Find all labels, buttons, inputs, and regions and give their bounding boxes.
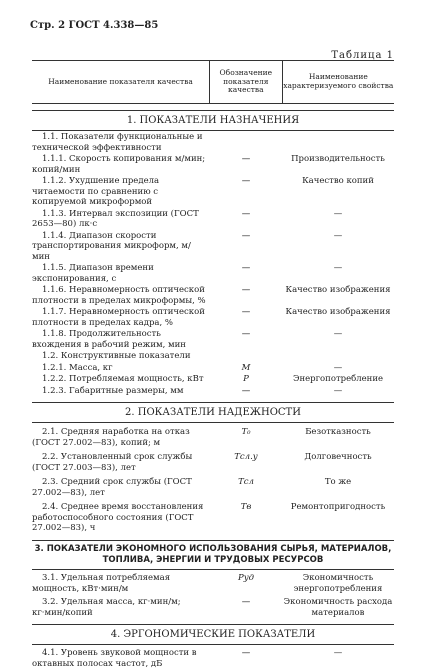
table-row (32, 231, 394, 263)
table-row (32, 307, 394, 328)
section-title: 1. ПОКАЗАТЕЛИ НАЗНАЧЕНИЯ (32, 110, 394, 131)
table-title: Таблица 1 (331, 50, 394, 61)
section-rows (32, 427, 394, 534)
section-title: 3. ПОКАЗАТЕЛИ ЭКОНОМНОГО ИСПОЛЬЗОВАНИЯ СЫРЬЯ, МАТЕРИАЛОВ, ТОПЛИВА, ЭНЕРГИИ И ТРУДОВЫХ РЕСУРСОВ (32, 540, 394, 571)
row-name: 1.1.8. Продолжительность вхождения в рабочий режим, мин (32, 329, 186, 350)
row-symbol (210, 351, 282, 362)
table-row (32, 154, 394, 175)
table-row (32, 329, 394, 350)
row-name: 1.1.2. Ухудшение предела читаемости по сравнению с копируемой микроформой (32, 176, 160, 207)
row-symbol: P (243, 374, 249, 384)
section-rows (32, 132, 394, 396)
table-row (32, 386, 394, 397)
row-name: 1.2.1. Масса, кг (42, 362, 113, 373)
table-row (32, 477, 394, 498)
row-property: Качество изображения (285, 285, 391, 295)
row-property: Экономичность энергопотребления (293, 573, 383, 594)
quality-table (32, 60, 394, 669)
section-rows (32, 573, 394, 618)
row-name: 1.1.4. Диапазон скорости транспортирования микроформ, м/мин (32, 230, 191, 262)
row-property: Энергопотребление (292, 374, 384, 384)
table-row (32, 363, 394, 374)
row-name: 2.1. Средняя наработка на отказ (ГОСТ 27.002—83), копий; м (32, 427, 190, 448)
row-symbol: Tв (240, 502, 252, 512)
row-symbol (210, 132, 282, 153)
table-row (32, 176, 394, 208)
row-property: — (333, 263, 343, 273)
table-row (32, 132, 394, 153)
row-property: Безотказность (305, 427, 371, 437)
row-name: 1.1.3. Интервал экспозиции (ГОСТ 2653—80) лк·с (32, 208, 199, 229)
row-name: 1.1.1. Скорость копирования м/мин; копий/мин (32, 154, 206, 175)
row-name: 1.2. Конструктивные показатели (42, 351, 191, 361)
table-row (32, 351, 394, 362)
row-symbol: T₀ (241, 427, 251, 437)
row-symbol: — (241, 597, 251, 608)
row-name: 1.1. Показатели функциональные и технической эффективности (32, 132, 203, 153)
row-property: — (333, 362, 343, 373)
column-header-symbol: Обозначение показателя качества (209, 61, 283, 103)
row-symbol: — (241, 648, 251, 659)
row-name: 1.1.5. Диапазон времени экспонирования, с (32, 263, 154, 284)
row-property: Долговечность (304, 452, 372, 462)
table-row (32, 209, 394, 230)
row-name: 1.1.6. Неравномерность оптической плотности в пределах микроформы, % (32, 285, 206, 306)
row-property (282, 132, 394, 153)
row-property: Экономичность расхода материалов (283, 597, 393, 618)
row-name: 3.2. Удельная масса, кг·мин/м; кг·мин/копий (32, 597, 181, 618)
row-symbol: — (241, 385, 251, 396)
page-header: Стр. 2 ГОСТ 4.338—85 (30, 20, 159, 31)
column-header-property: Наименование характеризуемого свойства (283, 72, 394, 90)
row-symbol: — (241, 329, 251, 339)
row-property: — (333, 230, 343, 241)
row-property: — (333, 648, 343, 659)
row-name: 3.1. Удельная потребляемая мощность, кВт·мин/м (32, 573, 171, 594)
row-property (282, 351, 394, 362)
row-property: Качество изображения (285, 307, 391, 317)
row-symbol: — (241, 307, 251, 317)
row-property: — (333, 385, 343, 396)
table-row (32, 452, 394, 473)
row-symbol: — (241, 176, 251, 186)
row-symbol: — (241, 263, 251, 273)
row-symbol: — (241, 154, 251, 164)
row-name: 1.1.7. Неравномерность оптической плотности в пределах кадра, % (32, 307, 205, 328)
table-row (32, 263, 394, 284)
row-symbol: — (241, 285, 251, 295)
row-symbol: Tсл.у (234, 452, 258, 462)
table-row (32, 285, 394, 306)
table-row (32, 648, 394, 669)
row-property: То же (324, 477, 352, 487)
row-name: 4.1. Уровень звуковой мощности в октавных полосах частот, дБ (32, 648, 197, 669)
row-name: 1.2.3. Габаритные размеры, мм (42, 385, 184, 396)
column-header-name: Наименование показателя качества (48, 76, 193, 86)
row-property: — (333, 329, 343, 339)
row-name: 2.3. Средний срок службы (ГОСТ 27.002—83), лет (32, 477, 192, 498)
row-symbol: Tсл (238, 477, 254, 487)
row-name: 1.2.2. Потребляемая мощность, кВт (42, 374, 204, 384)
table-row (32, 502, 394, 534)
row-property: Ремонтопригодность (290, 502, 386, 512)
table-row (32, 597, 394, 618)
row-property: Производительность (291, 154, 385, 164)
row-symbol: Pуд (237, 573, 255, 584)
section-title: 2. ПОКАЗАТЕЛИ НАДЕЖНОСТИ (32, 402, 394, 423)
row-symbol: — (241, 208, 251, 219)
row-name: 2.4. Среднее время восстановления работоспособного состояния (ГОСТ 27.002—83), ч (32, 502, 204, 533)
row-property: — (333, 208, 343, 219)
row-property: Качество копий (302, 176, 374, 186)
section-rows (32, 648, 394, 669)
section-title: 4. ЭРГОНОМИЧЕСКИЕ ПОКАЗАТЕЛИ (32, 624, 394, 645)
table-row (32, 374, 394, 385)
table-row (32, 427, 394, 448)
table-header (32, 60, 394, 104)
row-symbol: M (241, 362, 251, 373)
row-symbol: — (241, 230, 251, 241)
table-row (32, 573, 394, 594)
row-name: 2.2. Установленный срок службы (ГОСТ 27.003—83), лет (32, 452, 193, 473)
